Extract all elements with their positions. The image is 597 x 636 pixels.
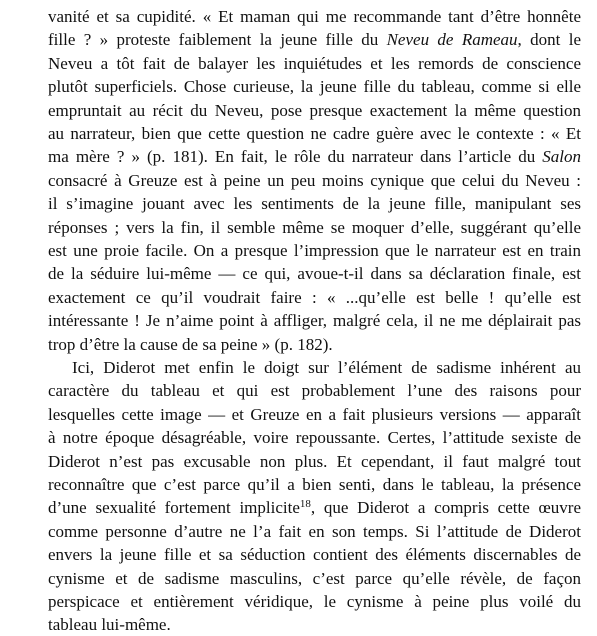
text-line xyxy=(48,5,581,28)
text-run: d’une sexualité fortement implicite xyxy=(48,498,300,518)
text-run: à notre époque désagréable, voire repoussante. Certes, l’attitude sexiste de xyxy=(48,428,581,448)
text-line xyxy=(48,309,581,332)
text-run: vanité et sa cupidité. « Et maman qui me recommande tant d’être honnête xyxy=(48,7,581,26)
text-line xyxy=(48,496,581,519)
text-line xyxy=(48,520,581,543)
text-run: Neveu a tôt fait de balayer les inquiétudes et les remords de conscience xyxy=(48,53,581,73)
text-line xyxy=(48,379,581,402)
italic-title: Salon xyxy=(542,147,581,167)
text-run: comme personne d’autre ne l’a fait en son temps. Si l’attitude de Diderot xyxy=(48,521,581,541)
text-line xyxy=(48,169,581,192)
text-line xyxy=(48,262,581,285)
text-line xyxy=(48,590,581,613)
text-run: il s’imagine jouant avec les sentiments de la jeune fille, manipulant ses xyxy=(48,194,581,214)
text-run: trop d’être la cause de sa peine » (p. 182). xyxy=(48,334,333,354)
text-run: plutôt superficiels. Chose curieuse, la jeune fille du tableau, comme si elle xyxy=(48,77,581,97)
text-run: fille ? » proteste faiblement la jeune fille du xyxy=(48,30,387,50)
text-line xyxy=(48,286,581,309)
footnote-ref: 18 xyxy=(299,498,311,511)
text-line xyxy=(48,216,581,239)
text-run: empruntait au récit du Neveu, pose presque exactement la même question xyxy=(48,100,581,120)
text-line xyxy=(48,613,581,636)
text-line xyxy=(48,450,581,473)
text-run: reconnaître que c’est parce qu’il a bien senti, dans le tableau, la présence xyxy=(48,475,581,494)
text-run: est une proie facile. On a presque l’impression que le narrateur est en train xyxy=(48,241,581,260)
text-line xyxy=(48,239,581,262)
text-line xyxy=(72,356,581,379)
text-line xyxy=(48,192,581,215)
text-run: , dont le xyxy=(517,30,582,50)
italic-title: Neveu de Rameau xyxy=(386,30,518,50)
text-line xyxy=(48,52,581,75)
text-run: exactement ce qu’il voudrait faire : « ...qu’elle est belle ! qu’elle est xyxy=(48,287,581,307)
text-line xyxy=(48,426,581,449)
text-line xyxy=(48,122,581,145)
text-line xyxy=(48,403,581,426)
text-run: , que Diderot a compris cette œuvre xyxy=(310,498,581,518)
text-run: au narrateur, bien que cette question ne cadre guère avec le contexte : « Et xyxy=(48,124,581,143)
text-line xyxy=(48,473,581,496)
text-run: lesquelles cette image — et Greuze en a fait plusieurs versions — apparaît xyxy=(48,404,581,424)
text-line xyxy=(48,145,581,168)
text-run: perspicace et entièrement véridique, le cynisme à peine plus voilé du xyxy=(48,592,581,611)
text-line xyxy=(48,99,581,122)
text-run: caractère du tableau et qui est probablement l’une des raisons pour xyxy=(48,381,581,401)
text-run: ma mère ? » (p. 181). En fait, le rôle du narrateur dans l’article du xyxy=(48,147,543,167)
text-line xyxy=(48,75,581,98)
text-run: envers la jeune fille et sa séduction contient des éléments discernables de xyxy=(48,545,581,565)
text-line xyxy=(48,28,581,51)
text-run: Ici, Diderot met enfin le doigt sur l’élément de sadisme inhérent au xyxy=(72,358,581,377)
text-run: Diderot n’est pas excusable non plus. Et cependant, il faut malgré tout xyxy=(48,451,581,471)
text-run: tableau lui-même. xyxy=(48,615,171,635)
text-run: consacré à Greuze est à peine un peu moins cynique que celui du Neveu : xyxy=(48,170,581,190)
text-line xyxy=(48,543,581,566)
text-line xyxy=(48,567,581,590)
text-run: intéressante ! Je n’aime point à affliger, malgré cela, il ne me déplairait pas xyxy=(48,311,581,331)
text-run: réponses ; vers la fin, il semble même se moquer d’elle, suggérant qu’elle xyxy=(48,217,581,237)
text-run: cynisme et de sadisme masculins, c’est parce qu’elle révèle, de façon xyxy=(48,568,581,588)
text-run: de la séduire lui-même — ce qui, avoue-t-il dans sa déclaration finale, est xyxy=(48,264,581,284)
text-line xyxy=(48,333,581,356)
